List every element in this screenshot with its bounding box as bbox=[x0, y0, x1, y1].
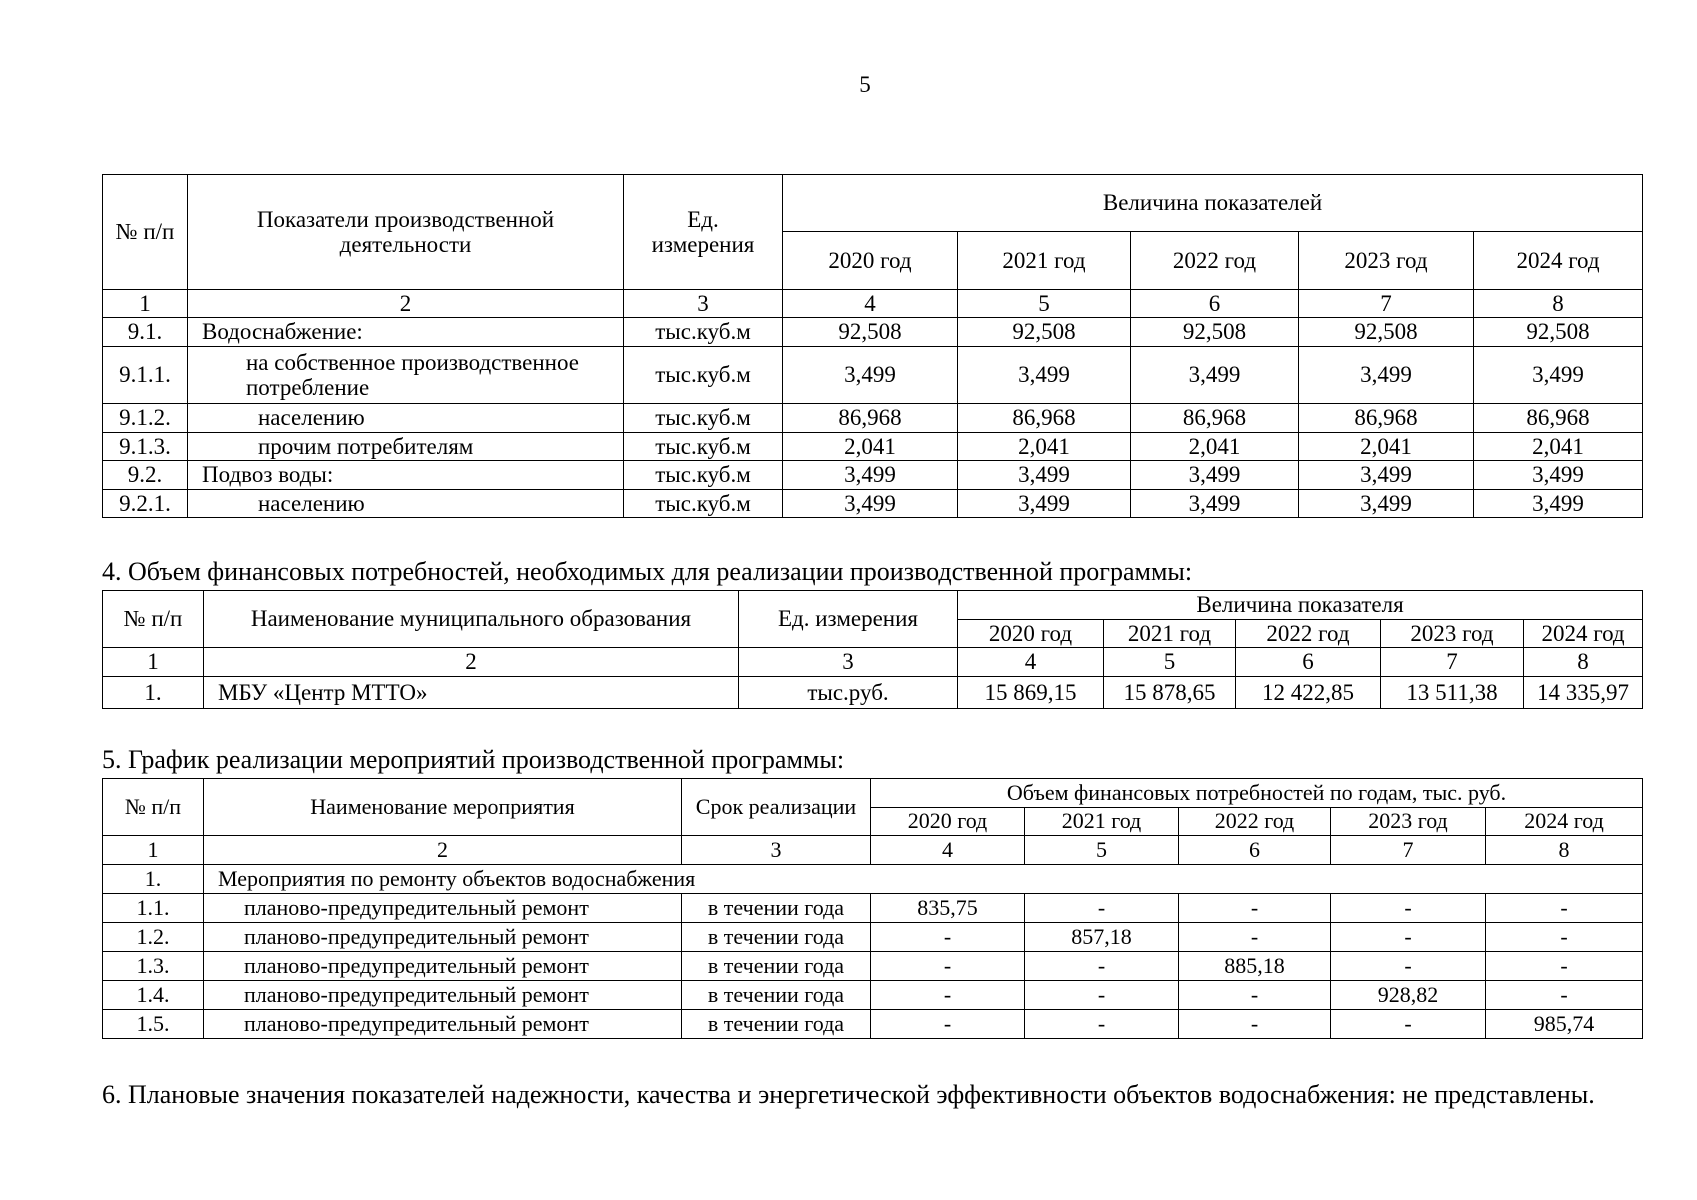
row-num: 9.1.1. bbox=[103, 347, 188, 404]
row-value: 2,041 bbox=[1474, 433, 1643, 461]
row-num: 1.4. bbox=[103, 981, 204, 1010]
column-number: 7 bbox=[1299, 290, 1474, 318]
header-year: 2021 год bbox=[958, 232, 1131, 290]
row-value: 92,508 bbox=[1474, 318, 1643, 347]
header-year: 2020 год bbox=[958, 620, 1104, 648]
row-value: 885,18 bbox=[1179, 952, 1331, 981]
row-num: 9.2. bbox=[103, 461, 188, 490]
column-number: 6 bbox=[1179, 836, 1331, 865]
column-number: 1 bbox=[103, 648, 204, 677]
row-term: в течении года bbox=[682, 952, 871, 981]
table-row bbox=[103, 404, 1643, 433]
row-value: 3,499 bbox=[958, 347, 1131, 404]
row-name: населению bbox=[188, 490, 624, 518]
row-num: 1.2. bbox=[103, 923, 204, 952]
row-value: 3,499 bbox=[1474, 347, 1643, 404]
header-year: 2023 год bbox=[1331, 808, 1486, 836]
row-value: - bbox=[1179, 981, 1331, 1010]
row-unit: тыс.руб. bbox=[739, 677, 958, 709]
row-unit: тыс.куб.м bbox=[624, 318, 783, 347]
table-row bbox=[103, 923, 1643, 952]
row-value: - bbox=[1331, 1010, 1486, 1039]
column-number: 5 bbox=[958, 290, 1131, 318]
row-value: - bbox=[1179, 1010, 1331, 1039]
page-number: 5 bbox=[859, 72, 871, 97]
table-row bbox=[103, 894, 1643, 923]
header-year: 2022 год bbox=[1236, 620, 1381, 648]
row-value: - bbox=[871, 981, 1025, 1010]
table-row bbox=[103, 1010, 1643, 1039]
column-number: 1 bbox=[103, 290, 188, 318]
column-number: 6 bbox=[1236, 648, 1381, 677]
header-unit: Ед. измерения bbox=[624, 175, 783, 290]
row-value: 3,499 bbox=[1131, 490, 1299, 518]
row-value: 928,82 bbox=[1331, 981, 1486, 1010]
header-name: Наименование мероприятия bbox=[204, 779, 682, 836]
row-value: - bbox=[871, 1010, 1025, 1039]
row-value: 3,499 bbox=[1299, 347, 1474, 404]
row-value: - bbox=[1331, 923, 1486, 952]
section-5-title: 5. График реализации мероприятий производственной программы: bbox=[102, 745, 845, 774]
header-num: № п/п bbox=[103, 779, 204, 836]
header-indicator: Показатели производственной деятельности bbox=[188, 175, 624, 290]
row-value: 15 878,65 bbox=[1104, 677, 1236, 709]
section-6-paragraph: 6. Плановые значения показателей надежности, качества и энергетической эффективности объектов водоснабжения: не представлены. bbox=[102, 1080, 1595, 1109]
column-number: 2 bbox=[204, 648, 739, 677]
row-num: 1.1. bbox=[103, 894, 204, 923]
row-value: - bbox=[871, 952, 1025, 981]
row-value: 3,499 bbox=[1131, 461, 1299, 490]
table-row bbox=[103, 347, 1643, 404]
header-values: Величина показателей bbox=[783, 175, 1643, 232]
row-value: 92,508 bbox=[1299, 318, 1474, 347]
table-row bbox=[103, 433, 1643, 461]
row-value: 835,75 bbox=[871, 894, 1025, 923]
row-value: - bbox=[1486, 894, 1643, 923]
row-value: 3,499 bbox=[1299, 490, 1474, 518]
row-unit: тыс.куб.м bbox=[624, 433, 783, 461]
row-value: 2,041 bbox=[958, 433, 1131, 461]
header-term: Срок реализации bbox=[682, 779, 871, 836]
row-num: 1.5. bbox=[103, 1010, 204, 1039]
row-value: 3,499 bbox=[1474, 461, 1643, 490]
row-num: 9.1. bbox=[103, 318, 188, 347]
row-num: 1.3. bbox=[103, 952, 204, 981]
table-row bbox=[103, 490, 1643, 518]
row-value: 14 335,97 bbox=[1524, 677, 1643, 709]
row-unit: тыс.куб.м bbox=[624, 461, 783, 490]
header-values: Объем финансовых потребностей по годам, тыс. руб. bbox=[871, 779, 1643, 808]
header-values: Величина показателя bbox=[958, 591, 1643, 620]
schedule-table bbox=[102, 778, 1643, 1039]
header-year: 2022 год bbox=[1179, 808, 1331, 836]
table-row bbox=[103, 461, 1643, 490]
column-number: 7 bbox=[1331, 836, 1486, 865]
row-value: 2,041 bbox=[783, 433, 958, 461]
row-value: 92,508 bbox=[958, 318, 1131, 347]
row-value: - bbox=[871, 923, 1025, 952]
table-row bbox=[103, 865, 1643, 894]
column-number: 5 bbox=[1025, 836, 1179, 865]
table-row bbox=[103, 952, 1643, 981]
header-name: Наименование муниципального образования bbox=[204, 591, 739, 648]
column-number: 4 bbox=[783, 290, 958, 318]
column-number: 4 bbox=[871, 836, 1025, 865]
row-value: - bbox=[1486, 981, 1643, 1010]
row-value: - bbox=[1486, 952, 1643, 981]
row-name: планово-предупредительный ремонт bbox=[204, 981, 682, 1010]
header-year: 2021 год bbox=[1025, 808, 1179, 836]
row-num: 1. bbox=[103, 865, 204, 894]
row-unit: тыс.куб.м bbox=[624, 404, 783, 433]
table-row bbox=[103, 981, 1643, 1010]
row-value: 3,499 bbox=[1131, 347, 1299, 404]
row-value: 3,499 bbox=[1299, 461, 1474, 490]
row-value: 12 422,85 bbox=[1236, 677, 1381, 709]
row-name: МБУ «Центр МТТО» bbox=[204, 677, 739, 709]
column-number: 3 bbox=[739, 648, 958, 677]
row-name: Подвоз воды: bbox=[188, 461, 624, 490]
header-year: 2023 год bbox=[1299, 232, 1474, 290]
row-value: 92,508 bbox=[1131, 318, 1299, 347]
header-num: № п/п bbox=[103, 591, 204, 648]
row-value: 3,499 bbox=[783, 347, 958, 404]
header-unit: Ед. измерения bbox=[739, 591, 958, 648]
table-row bbox=[103, 318, 1643, 347]
row-num: 9.1.3. bbox=[103, 433, 188, 461]
row-value: - bbox=[1486, 923, 1643, 952]
column-number: 8 bbox=[1486, 836, 1643, 865]
header-year: 2024 год bbox=[1474, 232, 1643, 290]
column-number: 3 bbox=[682, 836, 871, 865]
row-value: - bbox=[1179, 923, 1331, 952]
row-value: 3,499 bbox=[783, 461, 958, 490]
row-unit: тыс.куб.м bbox=[624, 347, 783, 404]
row-num: 9.1.2. bbox=[103, 404, 188, 433]
header-year: 2020 год bbox=[783, 232, 958, 290]
row-value: 3,499 bbox=[1474, 490, 1643, 518]
row-value: 86,968 bbox=[783, 404, 958, 433]
row-value: 857,18 bbox=[1025, 923, 1179, 952]
row-value: 86,968 bbox=[1131, 404, 1299, 433]
table-row bbox=[103, 677, 1643, 709]
row-value: 86,968 bbox=[1474, 404, 1643, 433]
row-value: 3,499 bbox=[958, 490, 1131, 518]
row-value: 92,508 bbox=[783, 318, 958, 347]
row-value: 86,968 bbox=[958, 404, 1131, 433]
row-value: - bbox=[1025, 952, 1179, 981]
row-name: планово-предупредительный ремонт bbox=[204, 1010, 682, 1039]
column-number: 3 bbox=[624, 290, 783, 318]
column-number: 4 bbox=[958, 648, 1104, 677]
group-row-name: Мероприятия по ремонту объектов водоснабжения bbox=[204, 865, 1643, 894]
row-value: 2,041 bbox=[1299, 433, 1474, 461]
row-name: прочим потребителям bbox=[188, 433, 624, 461]
row-name: населению bbox=[188, 404, 624, 433]
column-number: 2 bbox=[188, 290, 624, 318]
production-indicators-table bbox=[102, 174, 1643, 518]
header-year: 2021 год bbox=[1104, 620, 1236, 648]
header-num: № п/п bbox=[103, 175, 188, 290]
header-year: 2024 год bbox=[1524, 620, 1643, 648]
row-term: в течении года bbox=[682, 923, 871, 952]
financial-needs-table bbox=[102, 590, 1643, 709]
row-name: Водоснабжение: bbox=[188, 318, 624, 347]
row-name: планово-предупредительный ремонт bbox=[204, 894, 682, 923]
row-value: 86,968 bbox=[1299, 404, 1474, 433]
row-term: в течении года bbox=[682, 894, 871, 923]
row-value: - bbox=[1025, 1010, 1179, 1039]
row-value: 3,499 bbox=[958, 461, 1131, 490]
column-number: 7 bbox=[1381, 648, 1524, 677]
column-number: 5 bbox=[1104, 648, 1236, 677]
row-value: 3,499 bbox=[783, 490, 958, 518]
section-4-title: 4. Объем финансовых потребностей, необходимых для реализации производственной программы: bbox=[102, 557, 1193, 586]
row-value: - bbox=[1331, 952, 1486, 981]
row-value: - bbox=[1025, 894, 1179, 923]
row-value: 985,74 bbox=[1486, 1010, 1643, 1039]
row-term: в течении года bbox=[682, 981, 871, 1010]
column-number: 2 bbox=[204, 836, 682, 865]
row-num: 9.2.1. bbox=[103, 490, 188, 518]
row-term: в течении года bbox=[682, 1010, 871, 1039]
column-number: 8 bbox=[1524, 648, 1643, 677]
row-value: - bbox=[1331, 894, 1486, 923]
column-number: 8 bbox=[1474, 290, 1643, 318]
row-name: планово-предупредительный ремонт bbox=[204, 952, 682, 981]
row-value: 15 869,15 bbox=[958, 677, 1104, 709]
row-num: 1. bbox=[103, 677, 204, 709]
column-number: 1 bbox=[103, 836, 204, 865]
row-value: 2,041 bbox=[1131, 433, 1299, 461]
header-year: 2024 год bbox=[1486, 808, 1643, 836]
row-value: 13 511,38 bbox=[1381, 677, 1524, 709]
header-year: 2022 год bbox=[1131, 232, 1299, 290]
header-year: 2023 год bbox=[1381, 620, 1524, 648]
row-unit: тыс.куб.м bbox=[624, 490, 783, 518]
column-number: 6 bbox=[1131, 290, 1299, 318]
header-year: 2020 год bbox=[871, 808, 1025, 836]
row-name: планово-предупредительный ремонт bbox=[204, 923, 682, 952]
row-name: на собственное производственное потребление bbox=[188, 347, 624, 404]
row-value: - bbox=[1025, 981, 1179, 1010]
row-value: - bbox=[1179, 894, 1331, 923]
